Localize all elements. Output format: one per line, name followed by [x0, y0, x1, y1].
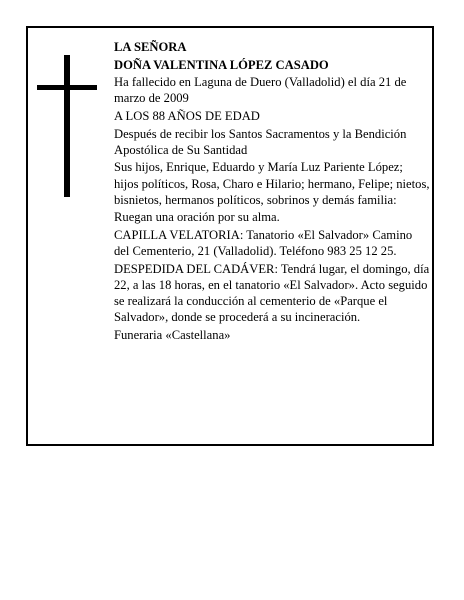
age-line: A LOS 88 AÑOS DE EDAD	[114, 108, 260, 123]
cross-icon-bar	[37, 85, 97, 90]
sacraments-line: Después de recibir los Santos Sacramentos y la Bendición Apostólica de Su Santidad	[114, 126, 407, 157]
obituary-text	[114, 39, 430, 345]
chapel-info: CAPILLA VELATORIA: Tanatorio «El Salvador» Camino del Cementerio, 21 (Valladolid). Teléfono 983 25 12 25.	[114, 227, 413, 259]
funeral-home: Funeraria «Castellana»	[114, 327, 231, 342]
farewell-info: DESPEDIDA DEL CADÁVER: Tendrá lugar, el domingo, día 22, a las 18 horas, en el tanatorio «El Salvador». Acto seguido se realizará la conducción al cementerio de «Parque el Salvador», donde se procederá a su incineración.	[114, 261, 430, 325]
deceased-name: DOÑA VALENTINA LÓPEZ CASADO	[114, 57, 329, 72]
obituary-heading: LA SEÑORA	[114, 40, 187, 54]
prayer-line: Ruegan una oración por su alma.	[114, 210, 280, 225]
cross-icon	[64, 55, 70, 197]
death-info: Ha fallecido en Laguna de Duero (Valladolid) el día 21 de marzo de 2009	[114, 75, 407, 106]
family-line: Sus hijos, Enrique, Eduardo y María Luz Pariente López; hijos políticos, Rosa, Charo e Hilario; hermano, Felipe; nietos, bisnietos, hermanos políticos, sobrinos y demás familia:	[114, 160, 430, 207]
